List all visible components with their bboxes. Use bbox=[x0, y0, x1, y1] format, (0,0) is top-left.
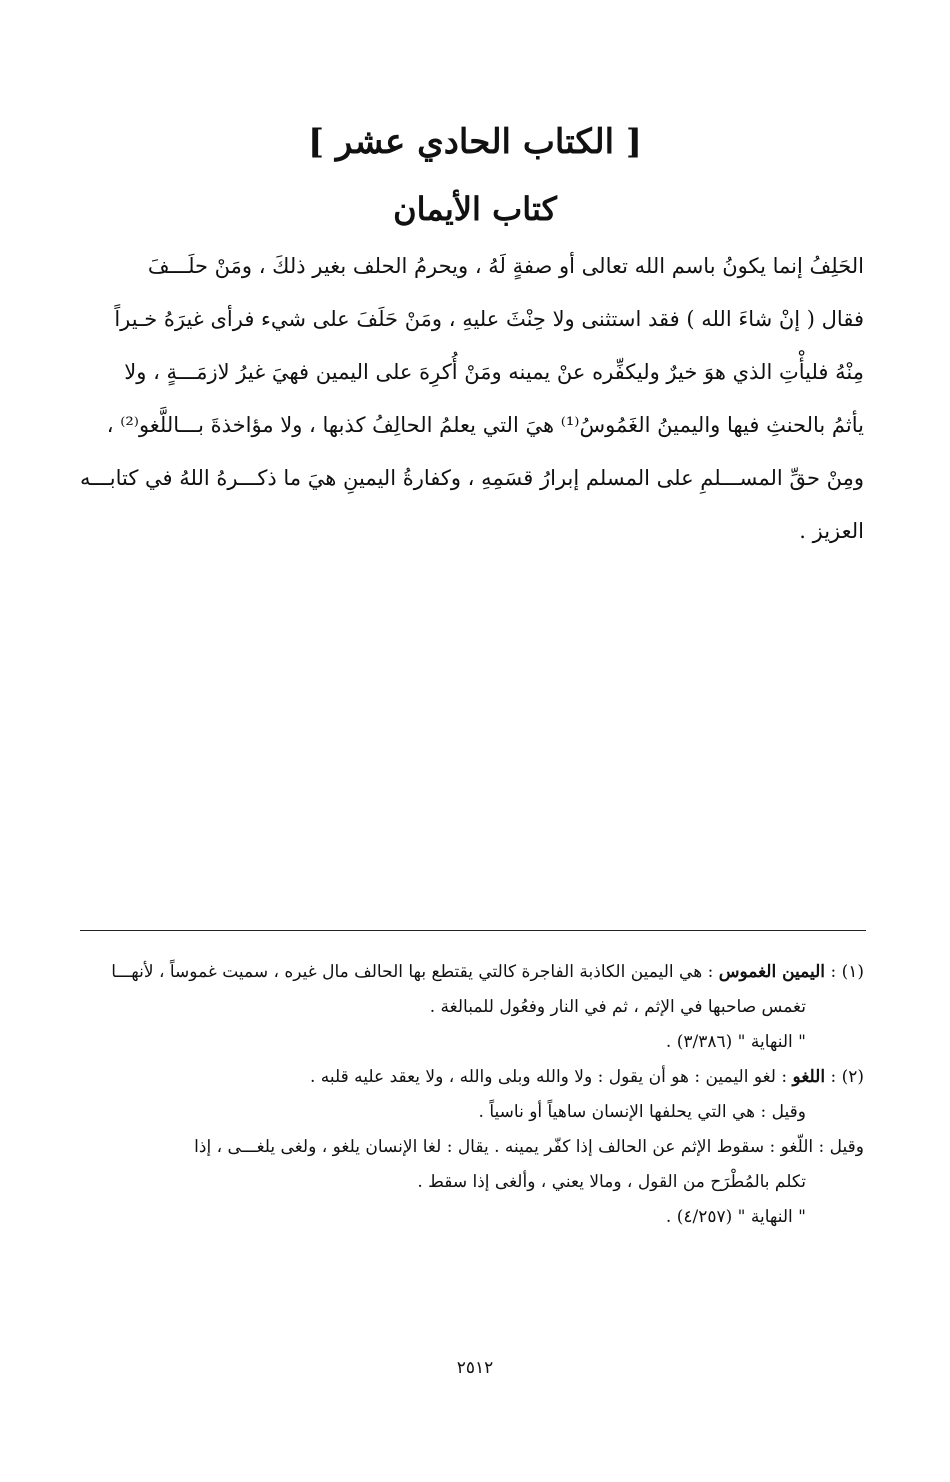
footnote-1-line bbox=[78, 955, 864, 990]
footnote-text: تغمس صاحبها في الإثم ، ثم في النار وفعُول للمبالغة . bbox=[429, 997, 806, 1017]
text-line: الحَلِفُ إنما يكونُ باسم الله تعالى أو صفةٍ لَهُ ، ويحرمُ الحلف بغير ذلكَ ، ومَنْ حلَـــفَ bbox=[147, 254, 864, 278]
footnote-divider bbox=[80, 930, 866, 931]
book-title: [ الكتاب الحادي عشر ] bbox=[308, 122, 642, 162]
text-line: فقال ( إنْ شاءَ الله ) فقد استثنى ولا حِنْثَ عليهِ ، ومَنْ حَلَفَ على شيء فرأى غيرَهُ خـيراً bbox=[114, 307, 864, 331]
text-line: العزيز . bbox=[799, 519, 864, 543]
footnote-term: اليمين الغموس bbox=[718, 962, 826, 982]
footnote-citation: " النهاية " (٣/٣٨٦) . bbox=[665, 1032, 806, 1052]
footnote-marker: (١) : bbox=[830, 962, 864, 982]
chapter-title: كتاب الأيمان bbox=[393, 190, 557, 228]
footnote-2-line bbox=[78, 1060, 864, 1095]
text-line: يأثمُ بالحنثِ فيها واليمينُ الغَمُوسُ⁽¹⁾ هيَ التي يعلمُ الحالِفُ كذبها ، ولا مؤاخذةَ بـــاللَّغو⁽²⁾ ، bbox=[106, 413, 864, 437]
footnote-citation: " النهاية " (٤/٢٥٧) . bbox=[665, 1207, 806, 1227]
footnote-marker: (٢) : bbox=[830, 1067, 864, 1087]
footnote-text: تكلم بالمُطْرَح من القول ، ومالا يعني ، وألغى إذا سقط . bbox=[417, 1172, 806, 1192]
footnotes bbox=[78, 955, 864, 1235]
main-text bbox=[78, 240, 864, 558]
page-number: ٢٥١٢ bbox=[456, 1358, 494, 1378]
text-line: مِنْهُ فليأْتِ الذي هوَ خيرٌ وليكفِّره عنْ يمينه ومَنْ أُكرِهَ على اليمين فهيَ غيرُ لازمَـــةٍ ، ولا bbox=[124, 360, 864, 384]
footnote-text: وقيل : اللّغو : سقوط الإثم عن الحالف إذا كفّر يمينه . يقال : لغا الإنسان يلغو ، ولغى يلغـــى ، إذا bbox=[194, 1137, 864, 1157]
footnote-text: : لغو اليمين : هو أن يقول : ولا والله وبلى والله ، ولا يعقد عليه قلبه . bbox=[309, 1067, 788, 1087]
text-line: ومِنْ حقِّ المســـلمِ على المسلم إبرارُ قسَمِهِ ، وكفارةُ اليمينِ هيَ ما ذكـــرهُ اللهُ في كتابـــه bbox=[80, 466, 864, 490]
footnote-text: : هي اليمين الكاذبة الفاجرة كالتي يقتطع بها الحالف مال غيره ، سميت غموساً ، لأنهـــا bbox=[111, 962, 714, 982]
footnote-term: اللغو bbox=[792, 1067, 826, 1087]
footnote-text: وقيل : هي التي يحلفها الإنسان ساهياً أو ناسياً . bbox=[478, 1102, 806, 1122]
